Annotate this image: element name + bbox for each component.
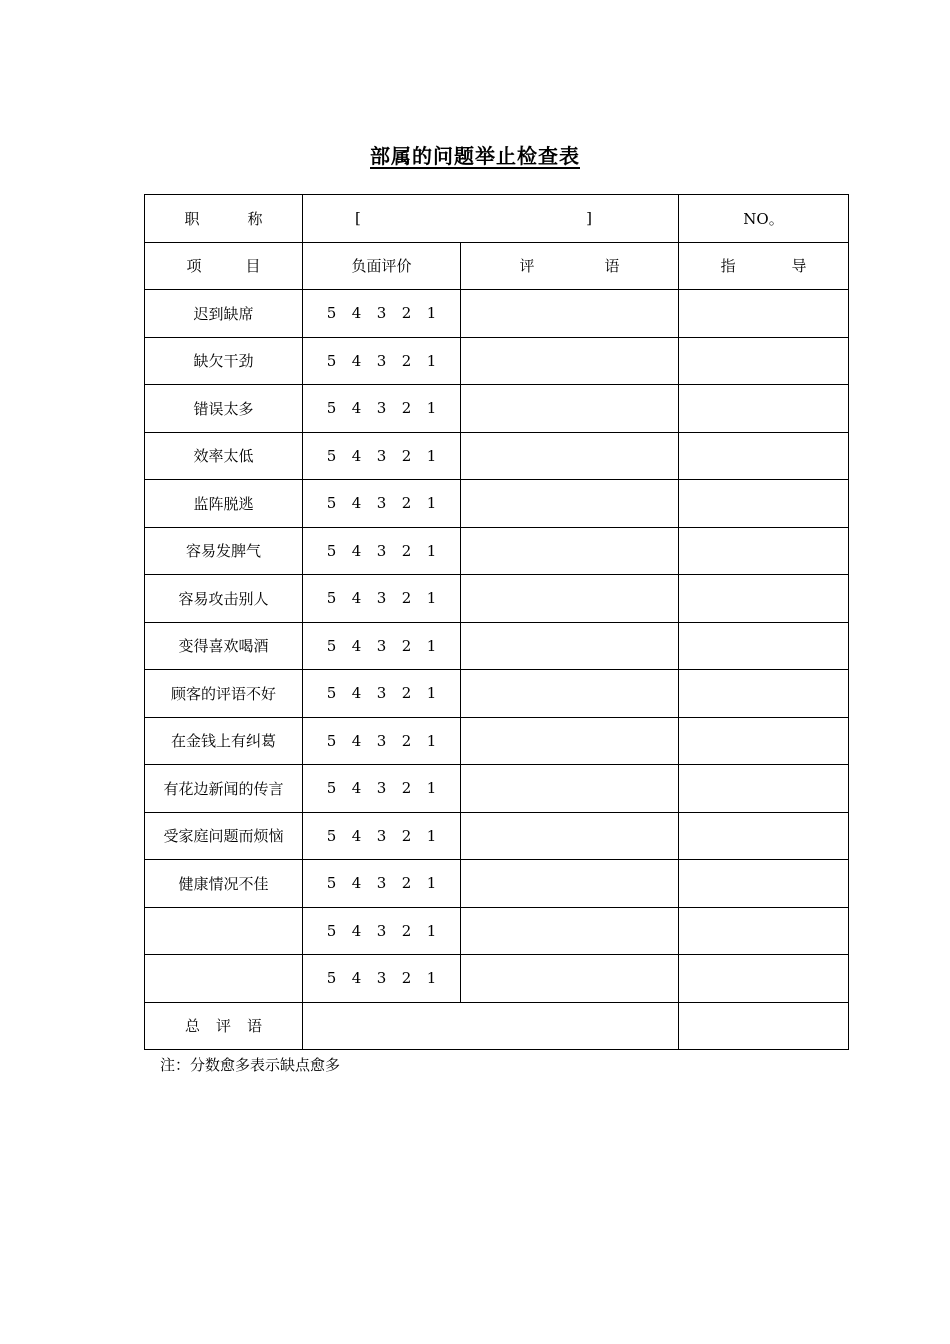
rating-option[interactable]: 4 (351, 779, 362, 798)
item-header-char-1: 项 (186, 257, 202, 276)
summary-label-char-3: 语 (247, 1017, 263, 1036)
rating-option[interactable]: 3 (376, 351, 387, 370)
rating-option[interactable]: 4 (351, 921, 362, 940)
table-row (145, 907, 849, 955)
guidance-field[interactable] (679, 385, 849, 433)
rating-option[interactable]: 2 (401, 969, 412, 988)
table-row (145, 575, 849, 623)
guidance-header-char-2: 导 (791, 257, 807, 276)
guidance-field[interactable] (679, 337, 849, 385)
rating-option[interactable]: 2 (401, 636, 412, 655)
guidance-field[interactable] (679, 432, 849, 480)
rating-option[interactable]: 5 (326, 636, 337, 655)
rating-option[interactable]: 2 (401, 684, 412, 703)
number-label: NO。 (743, 209, 784, 228)
position-value-field[interactable] (303, 195, 679, 243)
item-header-char-2: 目 (245, 257, 261, 276)
table-row (145, 337, 849, 385)
table-row (145, 812, 849, 860)
item-label: 有花边新闻的传言 (145, 765, 303, 813)
comment-field[interactable] (461, 527, 679, 575)
rating-option[interactable]: 1 (426, 779, 437, 798)
position-label-cell (145, 195, 303, 243)
rating-option[interactable]: 2 (401, 731, 412, 750)
header-row (145, 195, 849, 243)
guidance-field[interactable] (679, 907, 849, 955)
table-row (145, 622, 849, 670)
item-label: 容易发脾气 (145, 527, 303, 575)
item-label: 顾客的评语不好 (145, 670, 303, 718)
rating-option[interactable]: 1 (426, 541, 437, 560)
rating-option[interactable]: 5 (326, 494, 337, 513)
guidance-field[interactable] (679, 480, 849, 528)
rating-header-text: 负面评价 (351, 257, 412, 276)
item-label: 迟到缺席 (145, 290, 303, 338)
rating-option[interactable]: 3 (376, 921, 387, 940)
rating-option[interactable]: 3 (376, 446, 387, 465)
rating-option[interactable]: 4 (351, 684, 362, 703)
comment-header-char-2: 语 (604, 257, 620, 276)
rating-option[interactable]: 5 (326, 779, 337, 798)
rating-option[interactable]: 1 (426, 304, 437, 323)
rating-option[interactable]: 3 (376, 494, 387, 513)
item-label (145, 955, 303, 1003)
item-label: 效率太低 (145, 432, 303, 480)
guidance-field[interactable] (679, 717, 849, 765)
number-cell (679, 195, 849, 243)
item-label: 健康情况不佳 (145, 860, 303, 908)
comment-field[interactable] (461, 622, 679, 670)
table-row (145, 480, 849, 528)
rating-option[interactable]: 1 (426, 826, 437, 845)
inspection-table (144, 194, 849, 1050)
rating-option[interactable]: 5 (326, 921, 337, 940)
rating-option[interactable]: 3 (376, 636, 387, 655)
guidance-field[interactable] (679, 290, 849, 338)
rating-option[interactable]: 1 (426, 969, 437, 988)
rating-option[interactable]: 4 (351, 826, 362, 845)
rating-option[interactable]: 5 (326, 874, 337, 893)
comment-field[interactable] (461, 290, 679, 338)
table-row (145, 385, 849, 433)
summary-label-cell (145, 1002, 303, 1050)
comment-field[interactable] (461, 907, 679, 955)
bracket-open: [ (355, 209, 361, 228)
rating-option[interactable]: 2 (401, 494, 412, 513)
rating-option[interactable]: 2 (401, 826, 412, 845)
guidance-header (679, 242, 849, 290)
rating-scale[interactable] (303, 480, 461, 528)
rating-option[interactable]: 5 (326, 446, 337, 465)
comment-field[interactable] (461, 337, 679, 385)
table-row (145, 717, 849, 765)
summary-row (145, 1002, 849, 1050)
rating-option[interactable]: 5 (326, 589, 337, 608)
rating-scale[interactable] (303, 575, 461, 623)
rating-option[interactable]: 2 (401, 874, 412, 893)
rating-option[interactable]: 2 (401, 304, 412, 323)
rating-option[interactable]: 1 (426, 921, 437, 940)
rating-option[interactable]: 5 (326, 399, 337, 418)
rating-option[interactable]: 2 (401, 541, 412, 560)
rating-scale[interactable] (303, 527, 461, 575)
summary-comment-field[interactable] (303, 1002, 679, 1050)
rating-option[interactable]: 4 (351, 636, 362, 655)
rating-option[interactable]: 1 (426, 589, 437, 608)
guidance-field[interactable] (679, 527, 849, 575)
table-row (145, 670, 849, 718)
rating-scale[interactable] (303, 337, 461, 385)
rating-option[interactable]: 3 (376, 826, 387, 845)
rating-scale[interactable] (303, 955, 461, 1003)
comment-field[interactable] (461, 575, 679, 623)
table-row (145, 432, 849, 480)
rating-option[interactable]: 4 (351, 589, 362, 608)
rating-option[interactable]: 4 (351, 541, 362, 560)
guidance-header-char-1: 指 (720, 257, 736, 276)
rating-option[interactable]: 4 (351, 304, 362, 323)
guidance-field[interactable] (679, 955, 849, 1003)
rating-header (303, 242, 461, 290)
rating-option[interactable]: 5 (326, 541, 337, 560)
rating-option[interactable]: 1 (426, 399, 437, 418)
rating-option[interactable]: 4 (351, 969, 362, 988)
summary-label-char-1: 总 (184, 1017, 200, 1036)
position-label-char-1: 职 (184, 209, 200, 228)
guidance-field[interactable] (679, 622, 849, 670)
item-label: 在金钱上有纠葛 (145, 717, 303, 765)
rating-option[interactable]: 3 (376, 779, 387, 798)
rating-option[interactable]: 4 (351, 446, 362, 465)
table-row (145, 955, 849, 1003)
comment-header (461, 242, 679, 290)
summary-label-char-2: 评 (215, 1017, 231, 1036)
rating-option[interactable]: 5 (326, 826, 337, 845)
rating-option[interactable]: 2 (401, 921, 412, 940)
rating-option[interactable]: 3 (376, 969, 387, 988)
comment-field[interactable] (461, 480, 679, 528)
rating-option[interactable]: 2 (401, 446, 412, 465)
rating-scale[interactable] (303, 765, 461, 813)
rating-option[interactable]: 1 (426, 494, 437, 513)
guidance-field[interactable] (679, 765, 849, 813)
guidance-field[interactable] (679, 670, 849, 718)
rating-option[interactable]: 3 (376, 541, 387, 560)
rating-option[interactable]: 4 (351, 731, 362, 750)
rating-option[interactable]: 1 (426, 874, 437, 893)
item-label: 缺欠干劲 (145, 337, 303, 385)
rating-scale[interactable] (303, 622, 461, 670)
rating-option[interactable]: 1 (426, 636, 437, 655)
rating-option[interactable]: 5 (326, 969, 337, 988)
guidance-field[interactable] (679, 812, 849, 860)
rating-scale[interactable] (303, 432, 461, 480)
rating-option[interactable]: 4 (351, 874, 362, 893)
table-row (145, 860, 849, 908)
page-title (0, 140, 950, 169)
rating-option[interactable]: 1 (426, 684, 437, 703)
rating-scale[interactable] (303, 290, 461, 338)
rating-option[interactable]: 3 (376, 399, 387, 418)
item-label (145, 907, 303, 955)
item-label: 监阵脱逃 (145, 480, 303, 528)
comment-field[interactable] (461, 860, 679, 908)
rating-option[interactable]: 3 (376, 731, 387, 750)
item-header (145, 242, 303, 290)
comment-field[interactable] (461, 717, 679, 765)
guidance-field[interactable] (679, 860, 849, 908)
comment-field[interactable] (461, 385, 679, 433)
rating-scale[interactable] (303, 717, 461, 765)
rating-option[interactable]: 2 (401, 399, 412, 418)
rating-scale[interactable] (303, 860, 461, 908)
rating-option[interactable]: 1 (426, 446, 437, 465)
comment-field[interactable] (461, 670, 679, 718)
footnote: 注：分数愈多表示缺点愈多 (160, 1056, 341, 1074)
item-label: 容易攻击别人 (145, 575, 303, 623)
column-header-row (145, 242, 849, 290)
rating-option[interactable]: 4 (351, 399, 362, 418)
item-label: 错误太多 (145, 385, 303, 433)
table-row (145, 290, 849, 338)
rating-option[interactable]: 4 (351, 494, 362, 513)
table-row (145, 765, 849, 813)
comment-field[interactable] (461, 812, 679, 860)
rating-scale[interactable] (303, 907, 461, 955)
rating-scale[interactable] (303, 385, 461, 433)
rating-option[interactable]: 3 (376, 874, 387, 893)
rating-scale[interactable] (303, 812, 461, 860)
rating-option[interactable]: 1 (426, 731, 437, 750)
comment-field[interactable] (461, 432, 679, 480)
rating-option[interactable]: 2 (401, 589, 412, 608)
item-label: 变得喜欢喝酒 (145, 622, 303, 670)
comment-field[interactable] (461, 765, 679, 813)
guidance-field[interactable] (679, 575, 849, 623)
rating-option[interactable]: 2 (401, 779, 412, 798)
rating-option[interactable]: 1 (426, 351, 437, 370)
bracket-close: ] (586, 209, 592, 228)
rating-option[interactable]: 3 (376, 684, 387, 703)
rating-scale[interactable] (303, 670, 461, 718)
rating-option[interactable]: 4 (351, 351, 362, 370)
item-label: 受家庭问题而烦恼 (145, 812, 303, 860)
rating-option[interactable]: 3 (376, 589, 387, 608)
rating-option[interactable]: 2 (401, 351, 412, 370)
position-label-char-2: 称 (247, 209, 263, 228)
rating-option[interactable]: 5 (326, 684, 337, 703)
summary-guidance-field[interactable] (679, 1002, 849, 1050)
table-row (145, 527, 849, 575)
title-text: 部属的问题举止检查表 (370, 144, 580, 168)
rating-option[interactable]: 5 (326, 304, 337, 323)
rating-option[interactable]: 5 (326, 731, 337, 750)
rating-option[interactable]: 3 (376, 304, 387, 323)
rating-option[interactable]: 5 (326, 351, 337, 370)
comment-header-char-1: 评 (519, 257, 535, 276)
comment-field[interactable] (461, 955, 679, 1003)
